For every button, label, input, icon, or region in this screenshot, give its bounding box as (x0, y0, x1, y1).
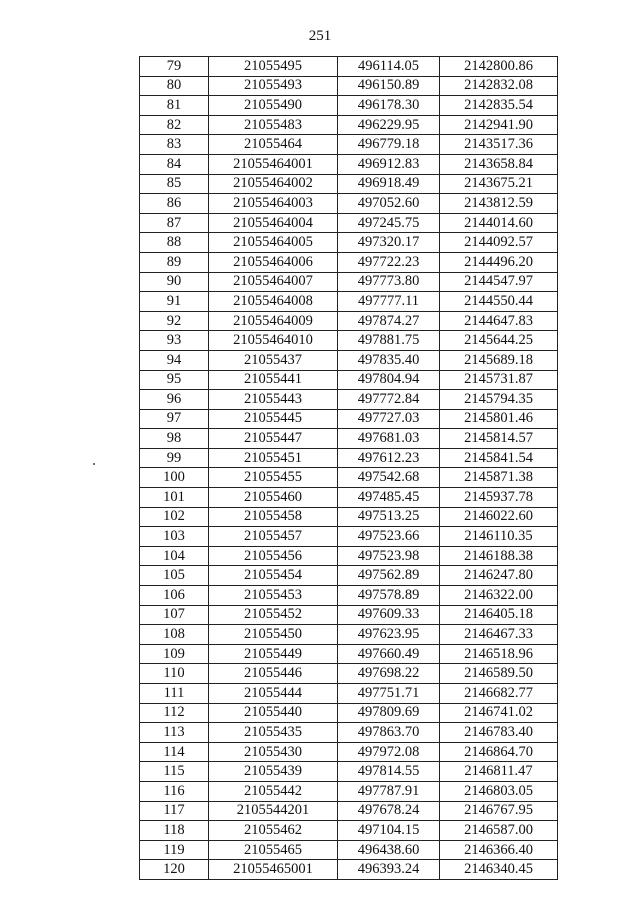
row-index-cell: 93 (140, 331, 209, 351)
x-coordinate-cell: 497578.89 (338, 586, 440, 606)
point-id-cell: 21055460 (209, 488, 338, 508)
point-id-cell: 21055447 (209, 429, 338, 449)
y-coordinate-cell: 2146767.95 (440, 801, 558, 821)
table-row (140, 350, 558, 370)
page-number: 251 (308, 28, 332, 44)
row-index-cell: 101 (140, 488, 209, 508)
point-id-cell: 21055465001 (209, 860, 338, 880)
row-index-cell: 83 (140, 135, 209, 155)
x-coordinate-cell: 497052.60 (338, 194, 440, 214)
y-coordinate-cell: 2146811.47 (440, 762, 558, 782)
y-coordinate-cell: 2143675.21 (440, 174, 558, 194)
point-id-cell: 21055440 (209, 703, 338, 723)
table-row (140, 664, 558, 684)
row-index-cell: 113 (140, 723, 209, 743)
table-row (140, 252, 558, 272)
point-id-cell: 21055456 (209, 546, 338, 566)
y-coordinate-cell: 2145814.57 (440, 429, 558, 449)
row-index-cell: 120 (140, 860, 209, 880)
x-coordinate-cell: 496150.89 (338, 76, 440, 96)
x-coordinate-cell: 497972.08 (338, 742, 440, 762)
y-coordinate-cell: 2146247.80 (440, 566, 558, 586)
table-row (140, 723, 558, 743)
table-row (140, 233, 558, 253)
point-id-cell: 21055464004 (209, 213, 338, 233)
row-index-cell: 104 (140, 546, 209, 566)
table-row (140, 625, 558, 645)
y-coordinate-cell: 2144547.97 (440, 272, 558, 292)
table-row (140, 57, 558, 77)
table-row (140, 76, 558, 96)
table-row (140, 468, 558, 488)
row-index-cell: 102 (140, 507, 209, 527)
x-coordinate-cell: 497835.40 (338, 350, 440, 370)
table-row (140, 801, 558, 821)
point-id-cell: 21055453 (209, 586, 338, 606)
x-coordinate-cell: 497523.66 (338, 527, 440, 547)
x-coordinate-cell: 496779.18 (338, 135, 440, 155)
x-coordinate-cell: 497612.23 (338, 448, 440, 468)
table-row (140, 390, 558, 410)
x-coordinate-cell: 497681.03 (338, 429, 440, 449)
table-row (140, 331, 558, 351)
x-coordinate-cell: 496918.49 (338, 174, 440, 194)
row-index-cell: 117 (140, 801, 209, 821)
row-index-cell: 99 (140, 448, 209, 468)
row-index-cell: 100 (140, 468, 209, 488)
row-index-cell: 108 (140, 625, 209, 645)
table-row (140, 781, 558, 801)
table-row (140, 546, 558, 566)
table-row (140, 292, 558, 312)
y-coordinate-cell: 2146340.45 (440, 860, 558, 880)
x-coordinate-cell: 497245.75 (338, 213, 440, 233)
point-id-cell: 21055454 (209, 566, 338, 586)
coordinates-table-body (140, 57, 558, 880)
y-coordinate-cell: 2145937.78 (440, 488, 558, 508)
x-coordinate-cell: 497787.91 (338, 781, 440, 801)
row-index-cell: 84 (140, 154, 209, 174)
table-row (140, 194, 558, 214)
point-id-cell: 21055464005 (209, 233, 338, 253)
y-coordinate-cell: 2146518.96 (440, 644, 558, 664)
point-id-cell: 21055435 (209, 723, 338, 743)
point-id-cell: 21055452 (209, 605, 338, 625)
x-coordinate-cell: 496229.95 (338, 115, 440, 135)
y-coordinate-cell: 2146366.40 (440, 840, 558, 860)
row-index-cell: 86 (140, 194, 209, 214)
row-index-cell: 118 (140, 821, 209, 841)
x-coordinate-cell: 497609.33 (338, 605, 440, 625)
row-index-cell: 107 (140, 605, 209, 625)
row-index-cell: 116 (140, 781, 209, 801)
row-index-cell: 88 (140, 233, 209, 253)
row-index-cell: 91 (140, 292, 209, 312)
point-id-cell: 21055430 (209, 742, 338, 762)
point-id-cell: 21055464001 (209, 154, 338, 174)
point-id-cell: 21055464010 (209, 331, 338, 351)
table-row (140, 684, 558, 704)
y-coordinate-cell: 2144647.83 (440, 311, 558, 331)
y-coordinate-cell: 2144496.20 (440, 252, 558, 272)
y-coordinate-cell: 2142832.08 (440, 76, 558, 96)
point-id-cell: 21055490 (209, 96, 338, 116)
row-index-cell: 94 (140, 350, 209, 370)
x-coordinate-cell: 497513.25 (338, 507, 440, 527)
y-coordinate-cell: 2142835.54 (440, 96, 558, 116)
x-coordinate-cell: 497104.15 (338, 821, 440, 841)
y-coordinate-cell: 2145731.87 (440, 370, 558, 390)
point-id-cell: 21055493 (209, 76, 338, 96)
table-row (140, 448, 558, 468)
point-id-cell: 21055442 (209, 781, 338, 801)
point-id-cell: 21055450 (209, 625, 338, 645)
y-coordinate-cell: 2145644.25 (440, 331, 558, 351)
y-coordinate-cell: 2146741.02 (440, 703, 558, 723)
x-coordinate-cell: 497809.69 (338, 703, 440, 723)
y-coordinate-cell: 2146783.40 (440, 723, 558, 743)
table-row (140, 272, 558, 292)
point-id-cell: 21055465 (209, 840, 338, 860)
y-coordinate-cell: 2145871.38 (440, 468, 558, 488)
table-row (140, 507, 558, 527)
table-row (140, 311, 558, 331)
y-coordinate-cell: 2146110.35 (440, 527, 558, 547)
row-index-cell: 95 (140, 370, 209, 390)
x-coordinate-cell: 497772.84 (338, 390, 440, 410)
x-coordinate-cell: 497660.49 (338, 644, 440, 664)
table-row (140, 174, 558, 194)
row-index-cell: 90 (140, 272, 209, 292)
row-index-cell: 87 (140, 213, 209, 233)
table-row (140, 370, 558, 390)
row-index-cell: 106 (140, 586, 209, 606)
x-coordinate-cell: 497777.11 (338, 292, 440, 312)
point-id-cell: 21055464003 (209, 194, 338, 214)
point-id-cell: 21055464009 (209, 311, 338, 331)
row-index-cell: 112 (140, 703, 209, 723)
x-coordinate-cell: 497722.23 (338, 252, 440, 272)
point-id-cell: 21055483 (209, 115, 338, 135)
x-coordinate-cell: 497727.03 (338, 409, 440, 429)
x-coordinate-cell: 497542.68 (338, 468, 440, 488)
point-id-cell: 21055446 (209, 664, 338, 684)
y-coordinate-cell: 2145689.18 (440, 350, 558, 370)
x-coordinate-cell: 497485.45 (338, 488, 440, 508)
y-coordinate-cell: 2146864.70 (440, 742, 558, 762)
row-index-cell: 81 (140, 96, 209, 116)
table-row (140, 644, 558, 664)
row-index-cell: 79 (140, 57, 209, 77)
x-coordinate-cell: 497814.55 (338, 762, 440, 782)
row-index-cell: 115 (140, 762, 209, 782)
table-row (140, 860, 558, 880)
table-row (140, 586, 558, 606)
x-coordinate-cell: 497562.89 (338, 566, 440, 586)
row-index-cell: 114 (140, 742, 209, 762)
table-row (140, 135, 558, 155)
x-coordinate-cell: 497751.71 (338, 684, 440, 704)
x-coordinate-cell: 496393.24 (338, 860, 440, 880)
point-id-cell: 21055462 (209, 821, 338, 841)
point-id-cell: 21055449 (209, 644, 338, 664)
y-coordinate-cell: 2143812.59 (440, 194, 558, 214)
point-id-cell: 21055464007 (209, 272, 338, 292)
point-id-cell: 21055437 (209, 350, 338, 370)
row-index-cell: 97 (140, 409, 209, 429)
y-coordinate-cell: 2142941.90 (440, 115, 558, 135)
x-coordinate-cell: 497698.22 (338, 664, 440, 684)
table-row (140, 703, 558, 723)
point-id-cell: 21055457 (209, 527, 338, 547)
table-row (140, 154, 558, 174)
x-coordinate-cell: 496178.30 (338, 96, 440, 116)
table-row (140, 409, 558, 429)
y-coordinate-cell: 2146682.77 (440, 684, 558, 704)
x-coordinate-cell: 497863.70 (338, 723, 440, 743)
y-coordinate-cell: 2146587.00 (440, 821, 558, 841)
x-coordinate-cell: 497881.75 (338, 331, 440, 351)
row-index-cell: 85 (140, 174, 209, 194)
point-id-cell: 21055458 (209, 507, 338, 527)
y-coordinate-cell: 2146589.50 (440, 664, 558, 684)
point-id-cell: 21055455 (209, 468, 338, 488)
point-id-cell: 21055464006 (209, 252, 338, 272)
point-id-cell: 21055464 (209, 135, 338, 155)
point-id-cell: 21055445 (209, 409, 338, 429)
y-coordinate-cell: 2146467.33 (440, 625, 558, 645)
x-coordinate-cell: 497623.95 (338, 625, 440, 645)
x-coordinate-cell: 496438.60 (338, 840, 440, 860)
row-index-cell: 80 (140, 76, 209, 96)
y-coordinate-cell: 2146188.38 (440, 546, 558, 566)
y-coordinate-cell: 2146405.18 (440, 605, 558, 625)
y-coordinate-cell: 2143658.84 (440, 154, 558, 174)
x-coordinate-cell: 497523.98 (338, 546, 440, 566)
point-id-cell: 21055464002 (209, 174, 338, 194)
point-id-cell: 21055495 (209, 57, 338, 77)
x-coordinate-cell: 497874.27 (338, 311, 440, 331)
y-coordinate-cell: 2145841.54 (440, 448, 558, 468)
scan-speck (93, 463, 95, 465)
point-id-cell: 21055464008 (209, 292, 338, 312)
x-coordinate-cell: 497320.17 (338, 233, 440, 253)
table-row (140, 605, 558, 625)
point-id-cell: 21055443 (209, 390, 338, 410)
point-id-cell: 21055441 (209, 370, 338, 390)
y-coordinate-cell: 2146803.05 (440, 781, 558, 801)
point-id-cell: 21055439 (209, 762, 338, 782)
point-id-cell: 21055451 (209, 448, 338, 468)
row-index-cell: 89 (140, 252, 209, 272)
row-index-cell: 92 (140, 311, 209, 331)
x-coordinate-cell: 497804.94 (338, 370, 440, 390)
y-coordinate-cell: 2144092.57 (440, 233, 558, 253)
table-row (140, 213, 558, 233)
table-row (140, 429, 558, 449)
x-coordinate-cell: 497678.24 (338, 801, 440, 821)
coordinates-table (139, 56, 558, 880)
row-index-cell: 98 (140, 429, 209, 449)
y-coordinate-cell: 2146322.00 (440, 586, 558, 606)
table-row (140, 488, 558, 508)
y-coordinate-cell: 2142800.86 (440, 57, 558, 77)
row-index-cell: 111 (140, 684, 209, 704)
point-id-cell: 21055444 (209, 684, 338, 704)
row-index-cell: 103 (140, 527, 209, 547)
y-coordinate-cell: 2146022.60 (440, 507, 558, 527)
row-index-cell: 82 (140, 115, 209, 135)
table-row (140, 821, 558, 841)
table-row (140, 762, 558, 782)
x-coordinate-cell: 496912.83 (338, 154, 440, 174)
table-row (140, 566, 558, 586)
y-coordinate-cell: 2144014.60 (440, 213, 558, 233)
y-coordinate-cell: 2144550.44 (440, 292, 558, 312)
table-row (140, 96, 558, 116)
x-coordinate-cell: 497773.80 (338, 272, 440, 292)
table-row (140, 115, 558, 135)
row-index-cell: 105 (140, 566, 209, 586)
row-index-cell: 109 (140, 644, 209, 664)
row-index-cell: 110 (140, 664, 209, 684)
table-row (140, 840, 558, 860)
x-coordinate-cell: 496114.05 (338, 57, 440, 77)
table-row (140, 742, 558, 762)
y-coordinate-cell: 2145794.35 (440, 390, 558, 410)
point-id-cell: 2105544201 (209, 801, 338, 821)
y-coordinate-cell: 2145801.46 (440, 409, 558, 429)
row-index-cell: 119 (140, 840, 209, 860)
table-row (140, 527, 558, 547)
row-index-cell: 96 (140, 390, 209, 410)
y-coordinate-cell: 2143517.36 (440, 135, 558, 155)
